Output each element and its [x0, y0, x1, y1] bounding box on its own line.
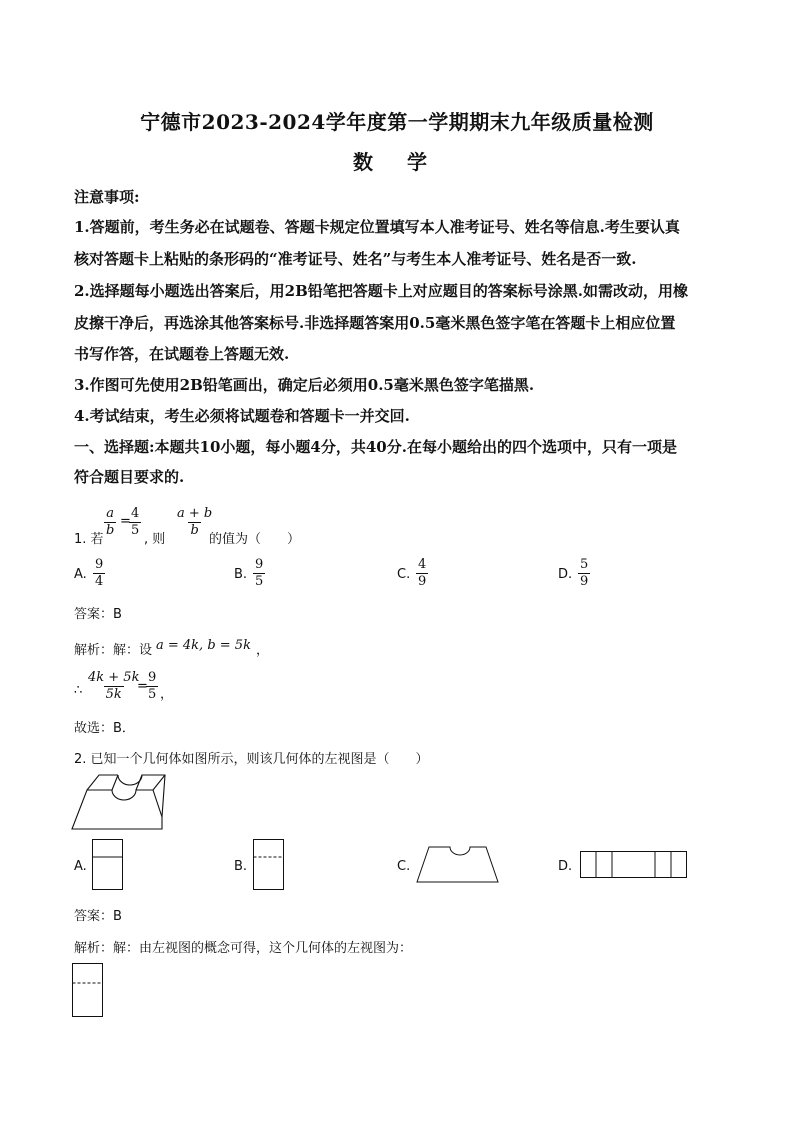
q2-answer: 答案：B [74, 909, 122, 924]
q1-analysis: 解析：解：设 [74, 643, 153, 658]
q2-option-b-label: B. [234, 859, 248, 874]
notice-heading: 注意事项: [74, 188, 140, 206]
q1-option-a-frac: $\frac{9}{4}$ [95, 557, 104, 589]
q1-option-c-label: C. [397, 567, 411, 582]
section-heading: 一、选择题:本题共10小题，每小题4分，共40分.在每小题给出的四个选项中，只有一项是 [74, 438, 677, 456]
q1-answer: 答案：B [74, 607, 122, 622]
frac-numerator: a [106, 506, 115, 521]
q1-condition-frac-ab [104, 506, 116, 539]
q2-option-c-label: C. [397, 859, 411, 874]
q1-analysis-expr: a = 4k, b = 5k [156, 638, 251, 653]
q1-option-c-frac: $\frac{4}{9}$ [418, 557, 427, 589]
page-title: 宁德市2023-2024学年度第一学期期末九年级质量检测 [140, 110, 654, 134]
q1-calc-result-frac: $\frac{9}{5}$ [148, 670, 157, 702]
q2-option-d-label: D. [558, 859, 573, 874]
notice-line: 书写作答，在试题卷上答题无效. [74, 345, 290, 363]
notice-line: 1.答题前，考生务必在试题卷、答题卡规定位置填写本人准考证号、姓名等信息.考生要认真 [74, 218, 680, 236]
q1-condition-frac-45 [129, 506, 141, 539]
frac-numerator: 4 [131, 506, 140, 521]
q1-choose: 故选：B． [74, 721, 135, 736]
frac-denominator: 5 [131, 523, 140, 538]
q1-prefix: 1. 若 [74, 532, 104, 547]
q2-analysis: 解析：解：由左视图的概念可得，这个几何体的左视图为： [74, 941, 413, 956]
therefore-symbol: ∴ [74, 683, 83, 698]
q1-option-b-frac: $\frac{9}{5}$ [255, 557, 264, 589]
q1-option-b-label: B. [234, 567, 248, 582]
equals-sign: = [120, 514, 131, 529]
q1-calc-end: ， [160, 687, 174, 702]
q2-option-c-figure [416, 845, 500, 885]
notice-line: 皮擦干净后，再选涂其他答案标号.非选择题答案用0.5毫米黑色签字笔在答题卡上相应位置 [74, 314, 676, 332]
q1-option-a-label: A. [74, 567, 87, 582]
q1-mid: , 则 [144, 532, 166, 547]
q1-option-d-label: D. [558, 567, 573, 582]
notice-line: 核对答题卡上粘贴的条形码的“准考证号、姓名”与考生本人准考证号、姓名是否一致. [74, 250, 637, 268]
q2-stem: 2. 已知一个几何体如图所示，则该几何体的左视图是（ ） [74, 752, 429, 767]
subject-title: 数学 [353, 150, 461, 174]
notice-line: 2.选择题每小题选出答案后，用2B铅笔把答题卡上对应题目的答案标号涂黑.如需改动，用橡 [74, 282, 689, 300]
section-heading: 符合题目要求的. [74, 468, 185, 486]
notice-line: 4.考试结束，考生必须将试题卷和答题卡一并交回. [74, 407, 410, 425]
q1-calc-frac: $\frac{4k + 5k}{5k}$ [88, 670, 140, 702]
q2-answer-figure [72, 963, 104, 1019]
frac-denominator: b [190, 523, 199, 538]
q1-analysis-end: ， [256, 643, 270, 658]
frac-numerator: a + b [177, 506, 213, 521]
q1-suffix: 的值为（ ） [209, 532, 301, 547]
q2-option-a-label: A. [74, 859, 87, 874]
notice-line: 3.作图可先使用2B铅笔画出，确定后必须用0.5毫米黑色签字笔描黑. [74, 376, 535, 394]
q2-option-d-figure [580, 851, 690, 879]
equals-sign: = [137, 679, 148, 694]
q1-option-d-frac: $\frac{5}{9}$ [580, 557, 589, 589]
frac-denominator: b [106, 523, 115, 538]
geometric-solid-figure [70, 772, 170, 832]
q2-option-a-figure [92, 839, 124, 891]
q2-option-b-figure [253, 839, 285, 891]
